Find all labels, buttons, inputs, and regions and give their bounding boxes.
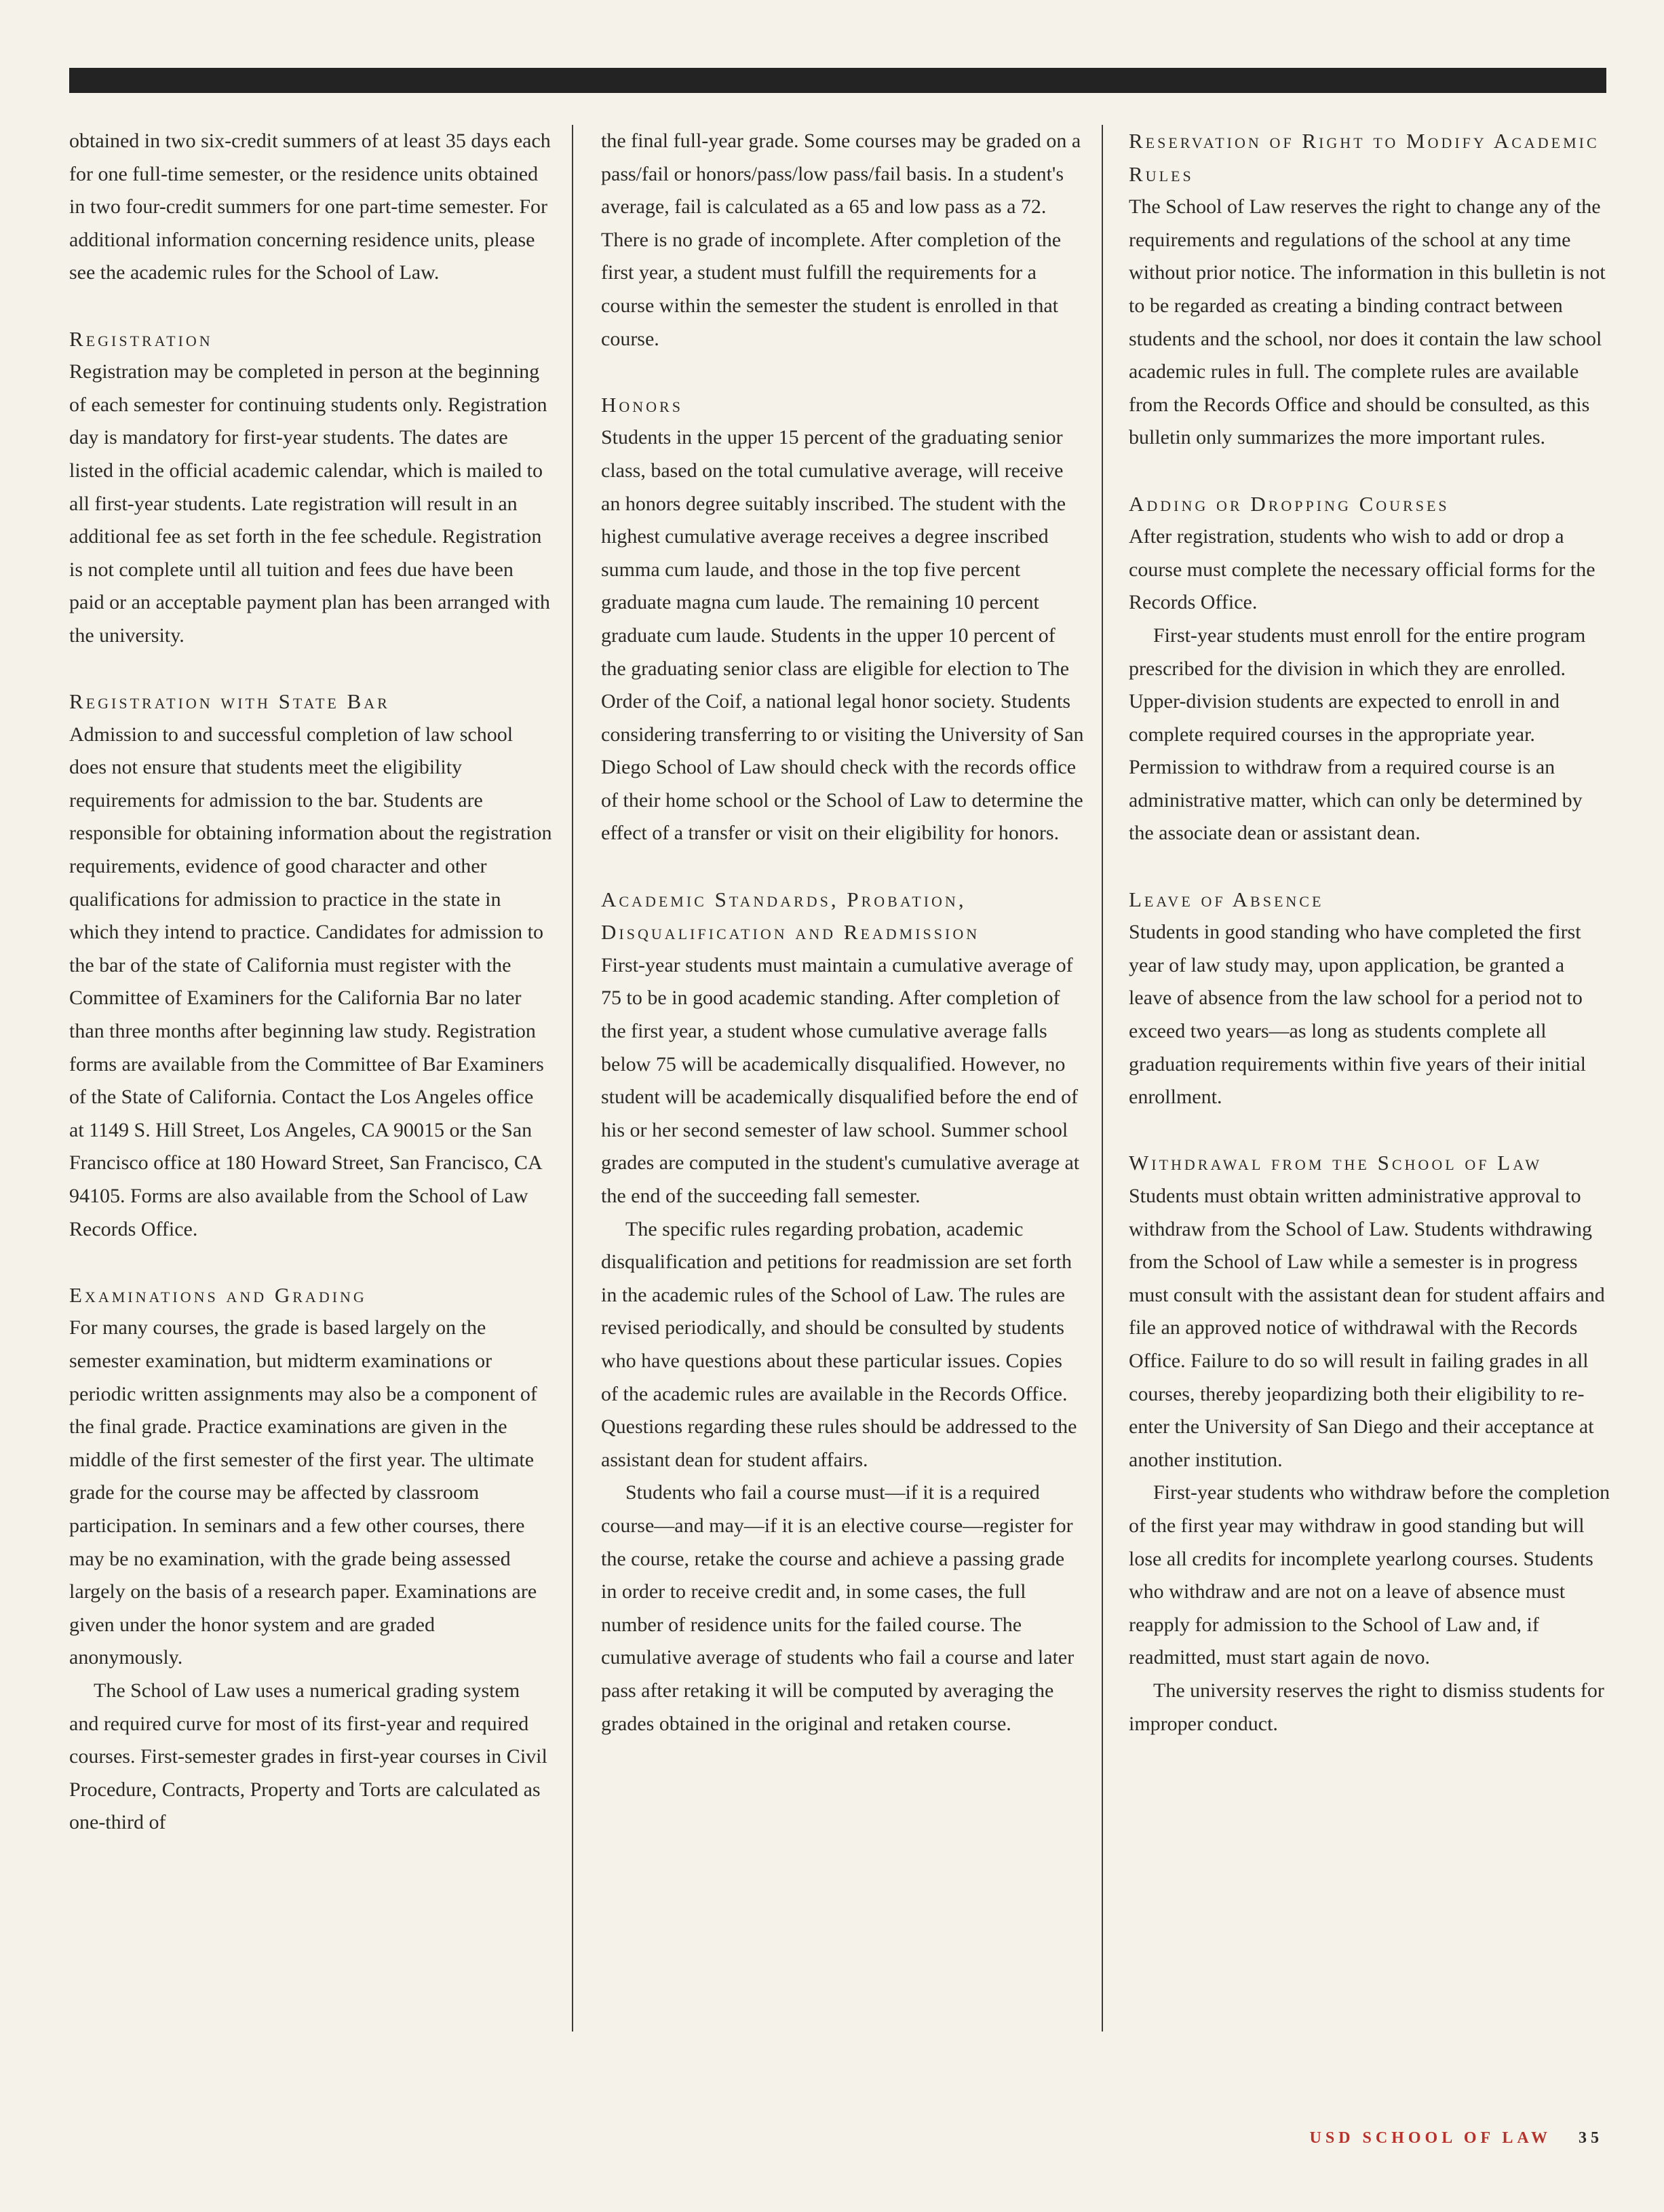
paragraph: First-year students must enroll for the entire program prescribed for the division in which they are enrolled. Upper-division students are expected to enroll in and complete required courses in the appropriate year. Permission to withdraw from a required course is an administrative matter, which can only be determined by the associate dean or assistant dean. <box>1129 624 1586 845</box>
paragraph: First-year students must maintain a cumulative average of 75 to be in good academic standing. After completion of the first year, a student whose cumulative average falls below 75 will be academically disqualified. However, no student will be academically disqualified before the end of his or her second semester of law school. Summer school grades are computed in the student's cumulative average at the end of the succeeding fall semester. <box>601 953 1080 1207</box>
column-divider <box>572 125 573 2032</box>
page-number: 35 <box>1579 2129 1603 2147</box>
paragraph: The university reserves the right to dismiss students for improper conduct. <box>1129 1679 1604 1735</box>
section-heading-honors: Honors <box>601 392 683 417</box>
paragraph: Students who fail a course must—if it is a required course—and may—if it is an elective course—register for the course, retake the course and achieve a passing grade in order to receive credit and, in some cases, the full number of residence units for the failed course. The cumulative average of students who fail a course and later pass after retaking it will be computed by averaging the grades obtained in the original and retaken course. <box>601 1481 1075 1735</box>
section-heading-leave: Leave of Absence <box>1129 887 1324 911</box>
section-heading-state-bar: Registration with State Bar <box>69 689 390 714</box>
section-heading-academic-standards: Academic Standards, Probation, Disqualification and Readmission <box>601 887 980 945</box>
paragraph: First-year students who withdraw before the completion of the first year may withdraw in good standing but will lose all credits for incomplete yearlong courses. Students who withdraw and are not on a leave of absence must reapply for admission to the School of Law and, if readmitted, must start again de novo. <box>1129 1481 1610 1669</box>
section-heading-examinations: Examinations and Grading <box>69 1282 367 1307</box>
paragraph: obtained in two six-credit summers of at least 35 days each for one full-time semester, or the residence units obtained in two four-credit summers for one part-time semester. For additional information concerning residence units, please see the academic rules for the School of Law. <box>69 130 551 284</box>
paragraph: After registration, students who wish to add or drop a course must complete the necessary official forms for the Records Office. <box>1129 525 1595 614</box>
section-heading-adding-dropping: Adding or Dropping Courses <box>1129 491 1450 516</box>
column-divider <box>1102 125 1103 2032</box>
column-2 <box>601 125 1084 1740</box>
paragraph: Admission to and successful completion of law school does not ensure that students meet the eligibility requirements for admission to the bar. Students are responsible for obtaining information about the registration requirements, evidence of good character and other qualifications for admission to practice in the state in which they intend to practice. Candidates for admission to the bar of the state of California must register with the Committee of Examiners for the California Bar no later than three months after beginning law study. Registration forms are available from the Committee of Bar Examiners of the State of California. Contact the Los Angeles office at 1149 S. Hill Street, Los Angeles, CA 90015 or the San Francisco office at 180 Howard Street, San Francisco, CA 94105. Forms are also available from the School of Law Records Office. <box>69 723 552 1240</box>
section-heading-withdrawal: Withdrawal from the School of Law <box>1129 1151 1543 1175</box>
header-bar <box>69 68 1606 93</box>
paragraph: the final full-year grade. Some courses may be graded on a pass/fail or honors/pass/low pass/fail basis. In a student's average, fail is calculated as a 65 and low pass as a 72. There is no grade of incomplete. After completion of the first year, a student must fulfill the requirements for a course within the semester the student is enrolled in that course. <box>601 130 1081 350</box>
paragraph: The School of Law reserves the right to change any of the requirements and regulations of the school at any time without prior notice. The information in this bulletin is not to be regarded as creating a binding contract between students and the school, nor does it contain the law school academic rules in full. The complete rules are available from the Records Office and should be consulted, as this bulletin only summarizes the more important rules. <box>1129 195 1606 449</box>
paragraph: The School of Law uses a numerical grading system and required curve for most of its first-year and required courses. First-semester grades in first-year courses in Civil Procedure, Contracts, Property and Torts are calculated as one-third of <box>69 1679 547 1834</box>
page-footer <box>1310 2129 1604 2148</box>
column-1 <box>69 125 552 1839</box>
section-heading-registration: Registration <box>69 326 213 351</box>
footer-school-name: USD SCHOOL OF LAW <box>1309 2129 1551 2147</box>
paragraph: The specific rules regarding probation, academic disqualification and petitions for readmission are set forth in the academic rules of the School of Law. The rules are revised periodically, and should be consulted by students who have questions about these particular issues. Copies of the academic rules are available in the Records Office. Questions regarding these rules should be addressed to the assistant dean for student affairs. <box>601 1217 1077 1471</box>
paragraph: For many courses, the grade is based largely on the semester examination, but midterm examinations or periodic written assignments may also be a component of the final grade. Practice examinations are given in the middle of the first semester of the first year. The ultimate grade for the course may be affected by classroom participation. In seminars and a few other courses, there may be no examination, with the grade being assessed largely on the basis of a research paper. Examinations are given under the honor system and are graded anonymously. <box>69 1316 537 1669</box>
section-heading-reservation: Reservation of Right to Modify Academic Rules <box>1129 129 1600 186</box>
paragraph: Registration may be completed in person at the beginning of each semester for continuing students only. Registration day is mandatory for first-year students. The dates are listed in the official academic calendar, which is mailed to all first-year students. Late registration will result in an additional fee as set forth in the fee schedule. Registration is not complete until all tuition and fees due have been paid or an acceptable payment plan has been arranged with the university. <box>69 360 550 647</box>
column-3 <box>1129 125 1612 1740</box>
paragraph: Students must obtain written administrative approval to withdraw from the School of Law. Students withdrawing from the School of Law while a semester is in progress must consult with the assistant dean for student affairs and file an approved notice of withdrawal with the Records Office. Failure to do so will result in failing grades in all courses, thereby jeopardizing both their eligibility to re-enter the University of San Diego and their acceptance at another institution. <box>1129 1185 1605 1471</box>
paragraph: Students in the upper 15 percent of the graduating senior class, based on the total cumulative average, will receive an honors degree suitably inscribed. The student with the highest cumulative average receives a degree inscribed summa cum laude, and those in the top five percent graduate magna cum laude. The remaining 10 percent graduate cum laude. Students in the upper 10 percent of the graduating senior class are eligible for election to The Order of the Coif, a national legal honor society. Students considering transferring to or visiting the University of San Diego School of Law should check with the records office of their home school or the School of Law to determine the effect of a transfer or visit on their eligibility for honors. <box>601 426 1084 845</box>
paragraph: Students in good standing who have completed the first year of law study may, upon application, be granted a leave of absence from the law school for a period not to exceed two years—as long as students complete all graduation requirements within five years of their initial enrollment. <box>1129 921 1586 1109</box>
